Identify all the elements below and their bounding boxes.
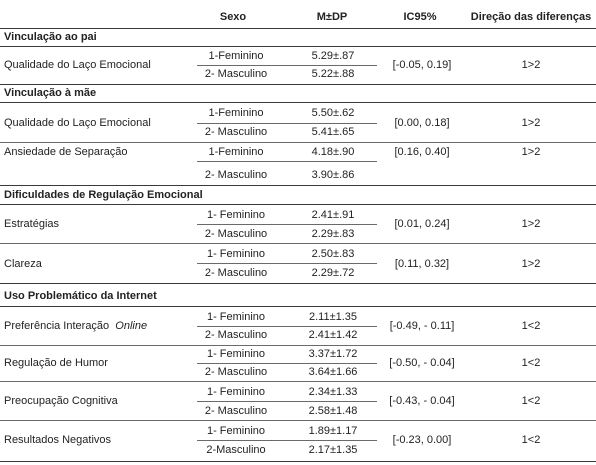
- sex-label: 1- Feminino: [206, 209, 266, 221]
- sex-label: 2- Masculino: [204, 228, 268, 240]
- mean-sd-value: 2.50±.83: [311, 248, 355, 260]
- section-title: Dificuldades de Regulação Emocional: [4, 189, 203, 201]
- row-label: Qualidade do Laço Emocional: [4, 117, 151, 129]
- section-rule: [0, 283, 596, 284]
- ci-value: [-0.49, - 0.11]: [389, 320, 455, 332]
- section-title: Vinculação ao pai: [4, 31, 97, 43]
- row-separator: [197, 263, 377, 264]
- row-separator: [0, 420, 596, 421]
- sex-label: 2- Masculino: [204, 405, 268, 417]
- section-title: Vinculação à mãe: [4, 87, 97, 99]
- direction-value: 1<2: [521, 395, 541, 407]
- mean-sd-value: 2.29±.83: [311, 228, 355, 240]
- sex-label: 1- Feminino: [206, 425, 266, 437]
- mean-sd-value: 2.29±.72: [311, 267, 355, 279]
- row-separator: [0, 381, 596, 382]
- ci-value: [-0.05, 0.19]: [392, 59, 452, 71]
- row-label: Estratégias: [4, 218, 60, 230]
- ci-value: [0.11, 0.32]: [394, 258, 450, 270]
- row-separator: [197, 161, 377, 162]
- row-separator: [0, 345, 596, 346]
- mean-sd-value: 2.41±1.42: [308, 329, 358, 341]
- row-separator: [0, 142, 596, 143]
- mean-sd-value: 2.41±.91: [311, 209, 355, 221]
- direction-value: 1>2: [521, 59, 541, 71]
- direction-value: 1>2: [521, 218, 541, 230]
- section-rule: [0, 84, 596, 85]
- sex-label: 2-Masculino: [206, 444, 266, 456]
- section-rule: [0, 102, 596, 103]
- header-mdp: M±DP: [316, 11, 348, 23]
- sex-label: 2- Masculino: [204, 267, 268, 279]
- direction-value: 1>2: [521, 117, 541, 129]
- header-sexo: Sexo: [219, 11, 247, 23]
- ci-value: [-0.43, - 0.04]: [389, 395, 455, 407]
- mean-sd-value: 5.50±.62: [311, 107, 355, 119]
- row-separator: [197, 65, 377, 66]
- row-label: Clareza: [4, 258, 42, 270]
- row-label: Preocupação Cognitiva: [4, 395, 118, 407]
- ci-value: [0.00, 0.18]: [394, 117, 450, 129]
- sex-label: 2- Masculino: [204, 169, 268, 181]
- direction-value: 1>2: [521, 258, 541, 270]
- sex-label: 1-Feminino: [208, 107, 264, 119]
- sex-label: 1- Feminino: [206, 348, 266, 360]
- ci-value: [0.01, 0.24]: [394, 218, 450, 230]
- mean-sd-value: 3.64±1.66: [308, 366, 358, 378]
- mean-sd-value: 1.89±1.17: [308, 425, 358, 437]
- row-separator: [197, 224, 377, 225]
- direction-value: 1<2: [521, 320, 541, 332]
- mean-sd-value: 4.18±.90: [311, 146, 355, 158]
- mean-sd-value: 2.58±1.48: [308, 405, 358, 417]
- mean-sd-value: 3.37±1.72: [308, 348, 358, 360]
- ci-value: [0.16, 0.40]: [394, 146, 450, 158]
- row-separator: [0, 243, 596, 244]
- row-label: Ansiedade de Separação: [4, 146, 128, 158]
- mean-sd-value: 2.34±1.33: [308, 386, 358, 398]
- row-label-text: Preferência Interação: [4, 320, 110, 332]
- section-rule: [0, 204, 596, 205]
- row-separator: [197, 363, 377, 364]
- row-label: [4, 320, 147, 333]
- mean-sd-value: 3.90±.86: [311, 169, 355, 181]
- ci-value: [-0.50, - 0.04]: [389, 357, 455, 369]
- ci-value: [-0.23, 0.00]: [392, 434, 452, 446]
- row-separator: [197, 123, 377, 124]
- mean-sd-value: 5.29±.87: [311, 50, 355, 62]
- row-label-italic: Online: [115, 320, 148, 332]
- mean-sd-value: 5.22±.88: [311, 68, 355, 80]
- section-rule: [0, 185, 596, 186]
- header-ic: IC95%: [403, 11, 437, 23]
- row-label: Resultados Negativos: [4, 434, 112, 446]
- sex-label: 1- Feminino: [206, 248, 266, 260]
- section-rule: [0, 46, 596, 47]
- sex-label: 2- Masculino: [204, 68, 268, 80]
- sex-label: 2- Masculino: [204, 329, 268, 341]
- table-bottom-rule: [0, 461, 596, 462]
- sex-label: 1- Feminino: [206, 386, 266, 398]
- direction-value: 1<2: [521, 357, 541, 369]
- header-rule: [0, 28, 596, 29]
- row-label: Regulação de Humor: [4, 357, 108, 369]
- section-title: Uso Problemático da Internet: [4, 290, 157, 302]
- sex-label: 2- Masculino: [204, 126, 268, 138]
- row-separator: [197, 401, 377, 402]
- direction-value: 1>2: [521, 146, 541, 158]
- mean-sd-value: 5.41±.65: [311, 126, 355, 138]
- row-separator: [197, 326, 377, 327]
- sex-label: 1- Feminino: [206, 311, 266, 323]
- sex-label: 1-Feminino: [208, 146, 264, 158]
- mean-sd-value: 2.17±1.35: [308, 444, 358, 456]
- sex-label: 2- Masculino: [204, 366, 268, 378]
- row-separator: [197, 440, 377, 441]
- mean-sd-value: 2.11±1.35: [308, 311, 358, 323]
- row-label: Qualidade do Laço Emocional: [4, 59, 151, 71]
- section-rule: [0, 306, 596, 307]
- header-direcao: Direção das diferenças: [470, 11, 592, 23]
- direction-value: 1<2: [521, 434, 541, 446]
- sex-label: 1-Feminino: [208, 50, 264, 62]
